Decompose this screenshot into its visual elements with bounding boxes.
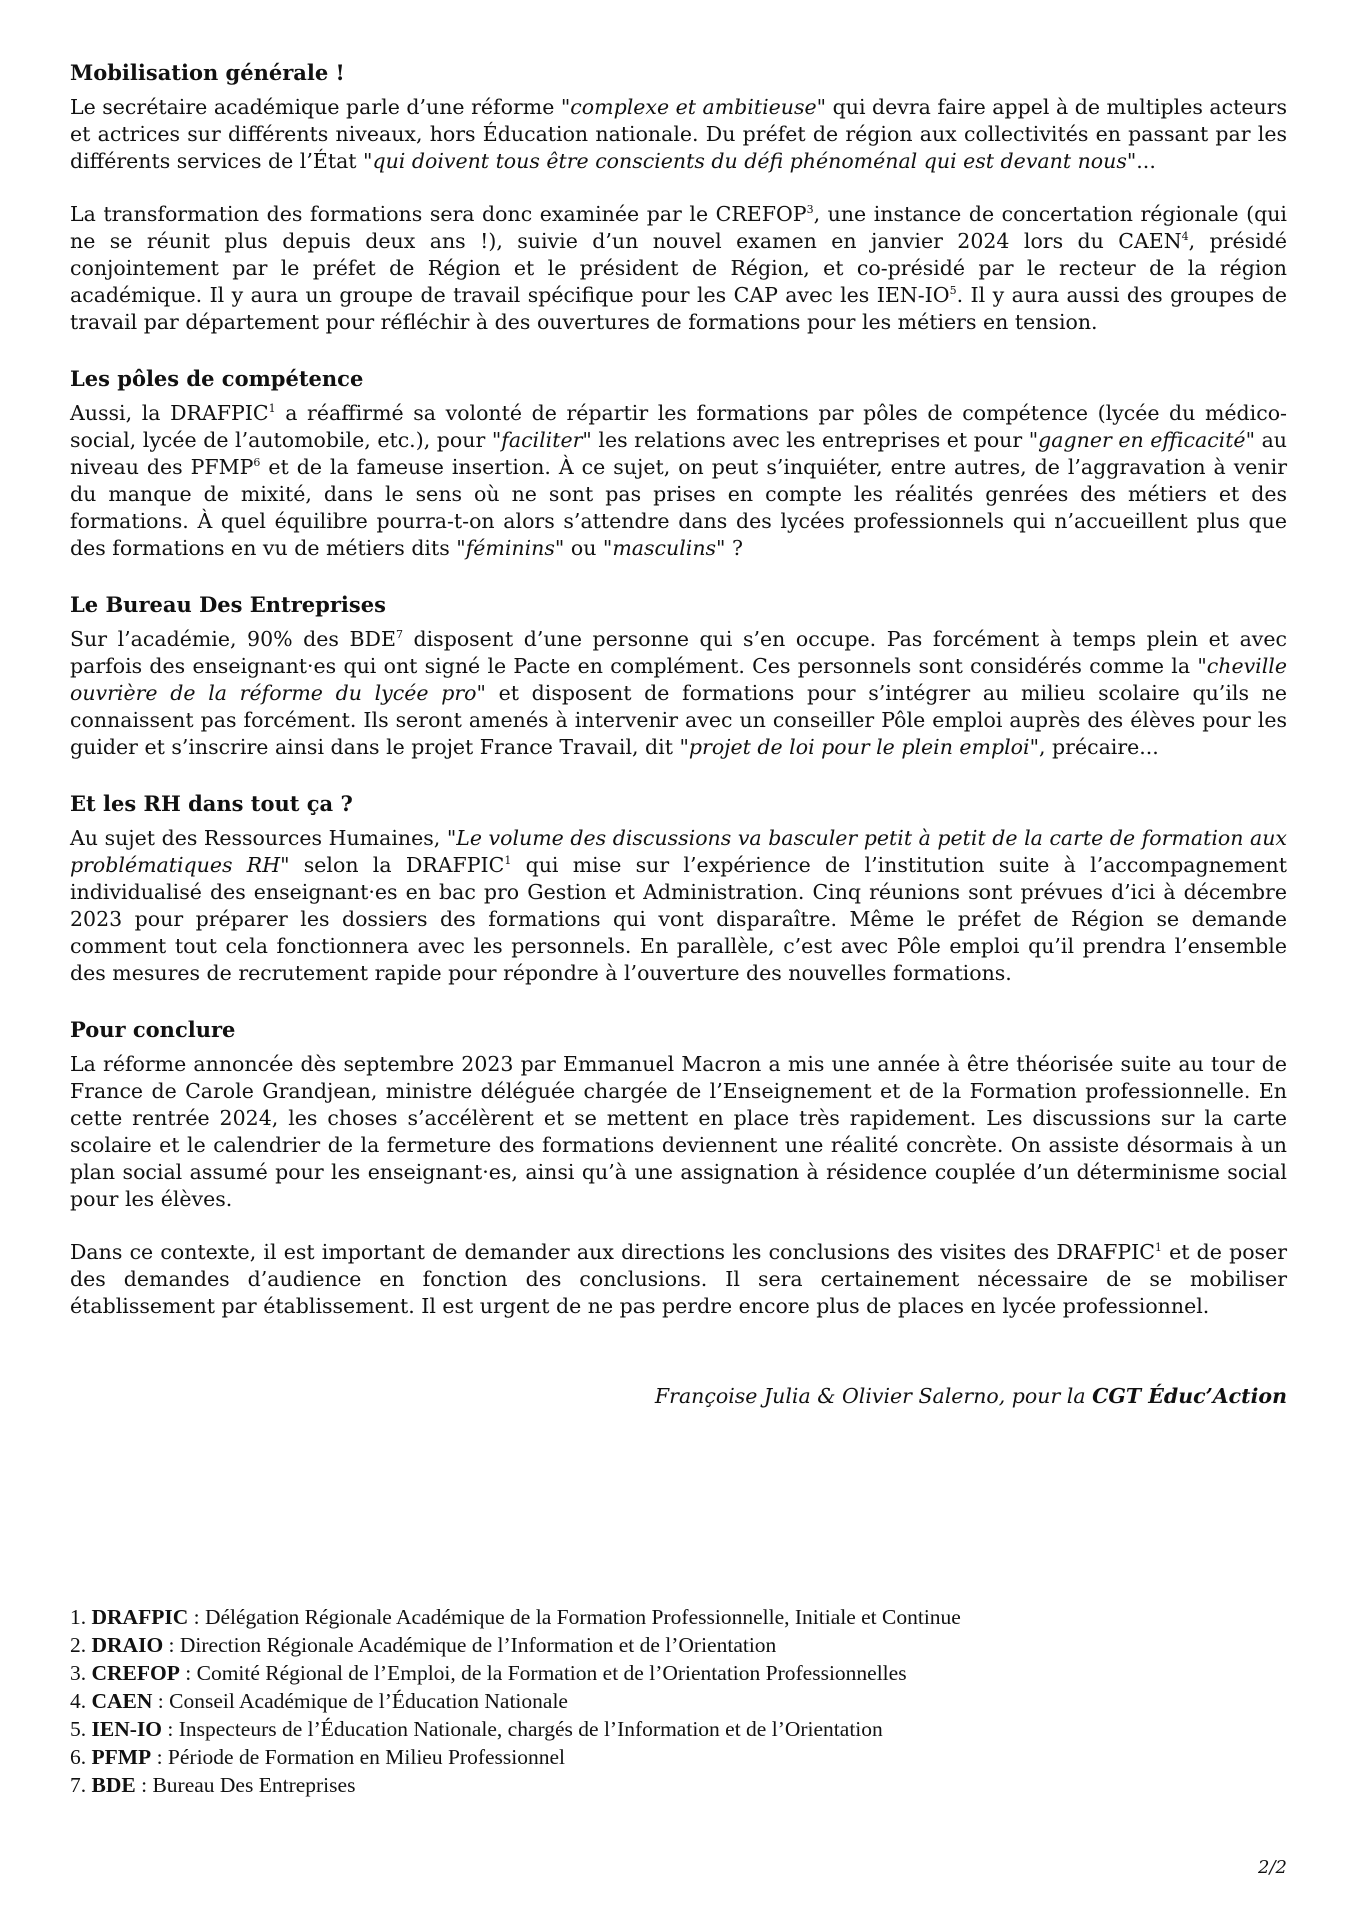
quote-text: "féminins" xyxy=(456,536,565,560)
text-run: a réaffirmé sa volonté de répartir les formations par pôles de compétence (lycée du médico-social, lycée de l’automobile, etc.), pour xyxy=(70,401,1287,452)
paragraph-spacer xyxy=(70,1213,1287,1239)
text-run: et de la fameuse insertion. À ce sujet, on peut s’inquiéter, entre autres, de l’aggravation à venir du manque de mixité, dans le sens où ne sont pas prises en compte les réalités genrées des métiers et des formations. À quel équilibre pourra-t-on alors s’attendre dans des lycées professionnels qui n’accueillent plus que des formations en vu de métiers dits xyxy=(70,455,1287,560)
footnote-number: 4. xyxy=(70,1689,87,1713)
footnote-ref: 3 xyxy=(806,203,814,216)
quote-text: "masculins" xyxy=(602,536,726,560)
paragraph xyxy=(70,825,1287,987)
footnote-number: 2. xyxy=(70,1633,87,1657)
footnote-abbr: PFMP xyxy=(91,1745,152,1769)
paragraph xyxy=(70,400,1287,562)
footnote-abbr: CREFOP xyxy=(91,1661,180,1685)
text-run: , présidé conjointement par le préfet de Région et le président de Région, et co-présidé par le recteur de la région académique. Il y aura un groupe de travail spécifique pour les CAP avec les IEN-IO xyxy=(70,229,1287,307)
text-run: Dans ce contexte, il est important de demander aux directions les conclusions des visites des DRAFPIC xyxy=(70,1240,1155,1264)
quote-text: "complexe et ambitieuse" xyxy=(560,95,827,119)
footnote-abbr: IEN-IO xyxy=(91,1717,162,1741)
signature-authors: Françoise Julia & Olivier Salerno, pour la xyxy=(654,1384,1093,1408)
footnote-ref: 5 xyxy=(949,284,957,297)
footnotes xyxy=(70,1603,1287,1799)
text-run: ... xyxy=(1136,149,1156,173)
text-run: qui devra faire appel à de multiples acteurs et actrices sur différents niveaux, hors Éducation nationale. Du préfet de région aux collectivités en passant par les différents services de l’État xyxy=(70,95,1287,173)
text-run: Sur l’académie, 90% des BDE xyxy=(70,627,396,651)
text-run: selon la DRAFPIC xyxy=(289,853,505,877)
text-run: , précaire... xyxy=(1039,735,1159,759)
section-title: Les pôles de compétence xyxy=(70,366,364,391)
footnote-abbr: DRAFPIC xyxy=(91,1605,189,1629)
text-run: disposent d’une personne qui s’en occupe. Pas forcément à temps plein et avec parfois des enseignant·es qui ont signé le Pacte en complément. Ces personnels sont considérés comme la xyxy=(70,627,1288,678)
footnote-ref: 6 xyxy=(253,456,261,469)
article-body xyxy=(70,58,1287,1320)
paragraph xyxy=(70,1239,1287,1320)
footnote-definition: : Inspecteurs de l’Éducation Nationale, chargés de l’Information et de l’Orientation xyxy=(161,1717,883,1741)
footnote-number: 1. xyxy=(70,1605,87,1629)
footnote-definition: : Période de Formation en Milieu Professionnel xyxy=(151,1745,566,1769)
text-run: Aussi, la DRAFPIC xyxy=(70,401,269,425)
footnote-number: 7. xyxy=(70,1773,87,1797)
section-title: Et les RH dans tout ça ? xyxy=(70,791,353,816)
footnote-definition: : Délégation Régionale Académique de la Formation Professionnelle, Initiale et Continue xyxy=(188,1605,961,1629)
section-spacer xyxy=(70,987,1287,1015)
text-run: ou xyxy=(564,536,603,560)
footnote xyxy=(70,1603,1287,1631)
quote-text: "faciliter" xyxy=(491,428,592,452)
footnote-number: 5. xyxy=(70,1717,87,1741)
footnote-ref: 7 xyxy=(395,628,403,641)
paragraph xyxy=(70,1051,1287,1213)
section-title: Mobilisation générale ! xyxy=(70,60,345,85)
quote-text: "gagner en efficacité" xyxy=(1028,428,1255,452)
footnote-abbr: BDE xyxy=(91,1773,136,1797)
footnote-ref: 1 xyxy=(268,402,276,415)
quote-text: "cheville ouvrière de la réforme du lycée pro" xyxy=(70,654,1287,705)
footnote-definition: : Direction Régionale Académique de l’Information et de l’Orientation xyxy=(163,1633,777,1657)
footnote-ref: 1 xyxy=(1154,1241,1162,1254)
footnote xyxy=(70,1631,1287,1659)
footnote-abbr: DRAIO xyxy=(91,1633,164,1657)
text-run: La transformation des formations sera donc examinée par le CREFOP xyxy=(70,202,807,226)
footnote xyxy=(70,1659,1287,1687)
footnote-number: 3. xyxy=(70,1661,87,1685)
footnote-abbr: CAEN xyxy=(91,1689,153,1713)
paragraph-spacer xyxy=(70,175,1287,201)
section-spacer xyxy=(70,761,1287,789)
section-title: Pour conclure xyxy=(70,1017,236,1042)
footnote-number: 6. xyxy=(70,1745,87,1769)
quote-text: "qui doivent tous être conscients du défi phénoménal qui est devant nous" xyxy=(363,149,1137,173)
quote-text: "Le volume des discussions va basculer petit à petit de la carte de formation aux problématiques RH" xyxy=(70,826,1287,877)
page-number: 2/2 xyxy=(1258,1857,1287,1878)
footnote xyxy=(70,1743,1287,1771)
footnote xyxy=(70,1771,1287,1799)
text-run: les relations avec les entreprises et pour xyxy=(591,428,1029,452)
text-run: qui mise sur l’expérience de l’institution suite à l’accompagnement individualisé des enseignant·es en bac pro Gestion et Administration. Cinq réunions sont prévues d’ici à décembre 2023 pour préparer les dossiers des formations qui vont disparaître. Même le préfet de Région se demande comment tout cela fonctionnera avec les personnels. En parallèle, c’est avec Pôle emploi qu’il prendra l’ensemble des mesures de recrutement rapide pour répondre à l’ouverture des nouvelles formations. xyxy=(70,853,1287,985)
section-spacer xyxy=(70,336,1287,364)
footnote xyxy=(70,1687,1287,1715)
footnote-definition: : Comité Régional de l’Emploi, de la Formation et de l’Orientation Professionnelles xyxy=(179,1661,907,1685)
text-run: ? xyxy=(725,536,743,560)
paragraph xyxy=(70,94,1287,175)
signature-org: CGT Éduc’Action xyxy=(1092,1384,1287,1408)
footnote xyxy=(70,1715,1287,1743)
footnote-ref: 4 xyxy=(1181,230,1189,243)
footnote-ref: 1 xyxy=(504,854,512,867)
text-run: Au sujet des Ressources Humaines, xyxy=(70,826,447,850)
text-run: Le secrétaire académique parle d’une réforme xyxy=(70,95,561,119)
signature xyxy=(655,1384,1287,1408)
section-spacer xyxy=(70,562,1287,590)
text-run: , une instance de concertation régionale (qui ne se réunit plus depuis deux ans !), suivie d’un nouvel examen en janvier 2024 lors du CAEN xyxy=(70,202,1287,253)
text-run: et de poser des demandes d’audience en fonction des conclusions. Il sera certainement nécessaire de se mobiliser établissement par établissement. Il est urgent de ne pas perdre encore plus de places en lycée professionnel. xyxy=(70,1240,1288,1318)
footnote-definition: : Conseil Académique de l’Éducation Nationale xyxy=(152,1689,568,1713)
text-run: La réforme annoncée dès septembre 2023 par Emmanuel Macron a mis une année à être théorisée suite au tour de France de Carole Grandjean, ministre déléguée chargée de l’Enseignement et de la Formation professionnelle. En cette rentrée 2024, les choses s’accélèrent et se mettent en place très rapidement. Les discussions sur la carte scolaire et le calendrier de la fermeture des formations deviennent une réalité concrète. On assiste désormais à un plan social assumé pour les enseignant·es, ainsi qu’à une assignation à résidence couplée d’un déterminisme social pour les élèves. xyxy=(70,1052,1287,1211)
footnote-definition: : Bureau Des Entreprises xyxy=(135,1773,356,1797)
paragraph xyxy=(70,626,1287,761)
quote-text: "projet de loi pour le plein emploi" xyxy=(679,735,1039,759)
paragraph xyxy=(70,201,1287,336)
section-title: Le Bureau Des Entreprises xyxy=(70,592,386,617)
text-run: au niveau des PFMP xyxy=(70,428,1287,479)
text-run: . Il y aura aussi des groupes de travail par département pour réfléchir à des ouvertures de formations pour les métiers en tension. xyxy=(70,283,1288,334)
text-run: et disposent de formations pour s’intégrer au milieu scolaire qu’ils ne connaissent pas forcément. Ils seront amenés à intervenir avec un conseiller Pôle emploi auprès des élèves pour les guider et s’inscrire ainsi dans le projet France Travail, dit xyxy=(70,681,1287,759)
